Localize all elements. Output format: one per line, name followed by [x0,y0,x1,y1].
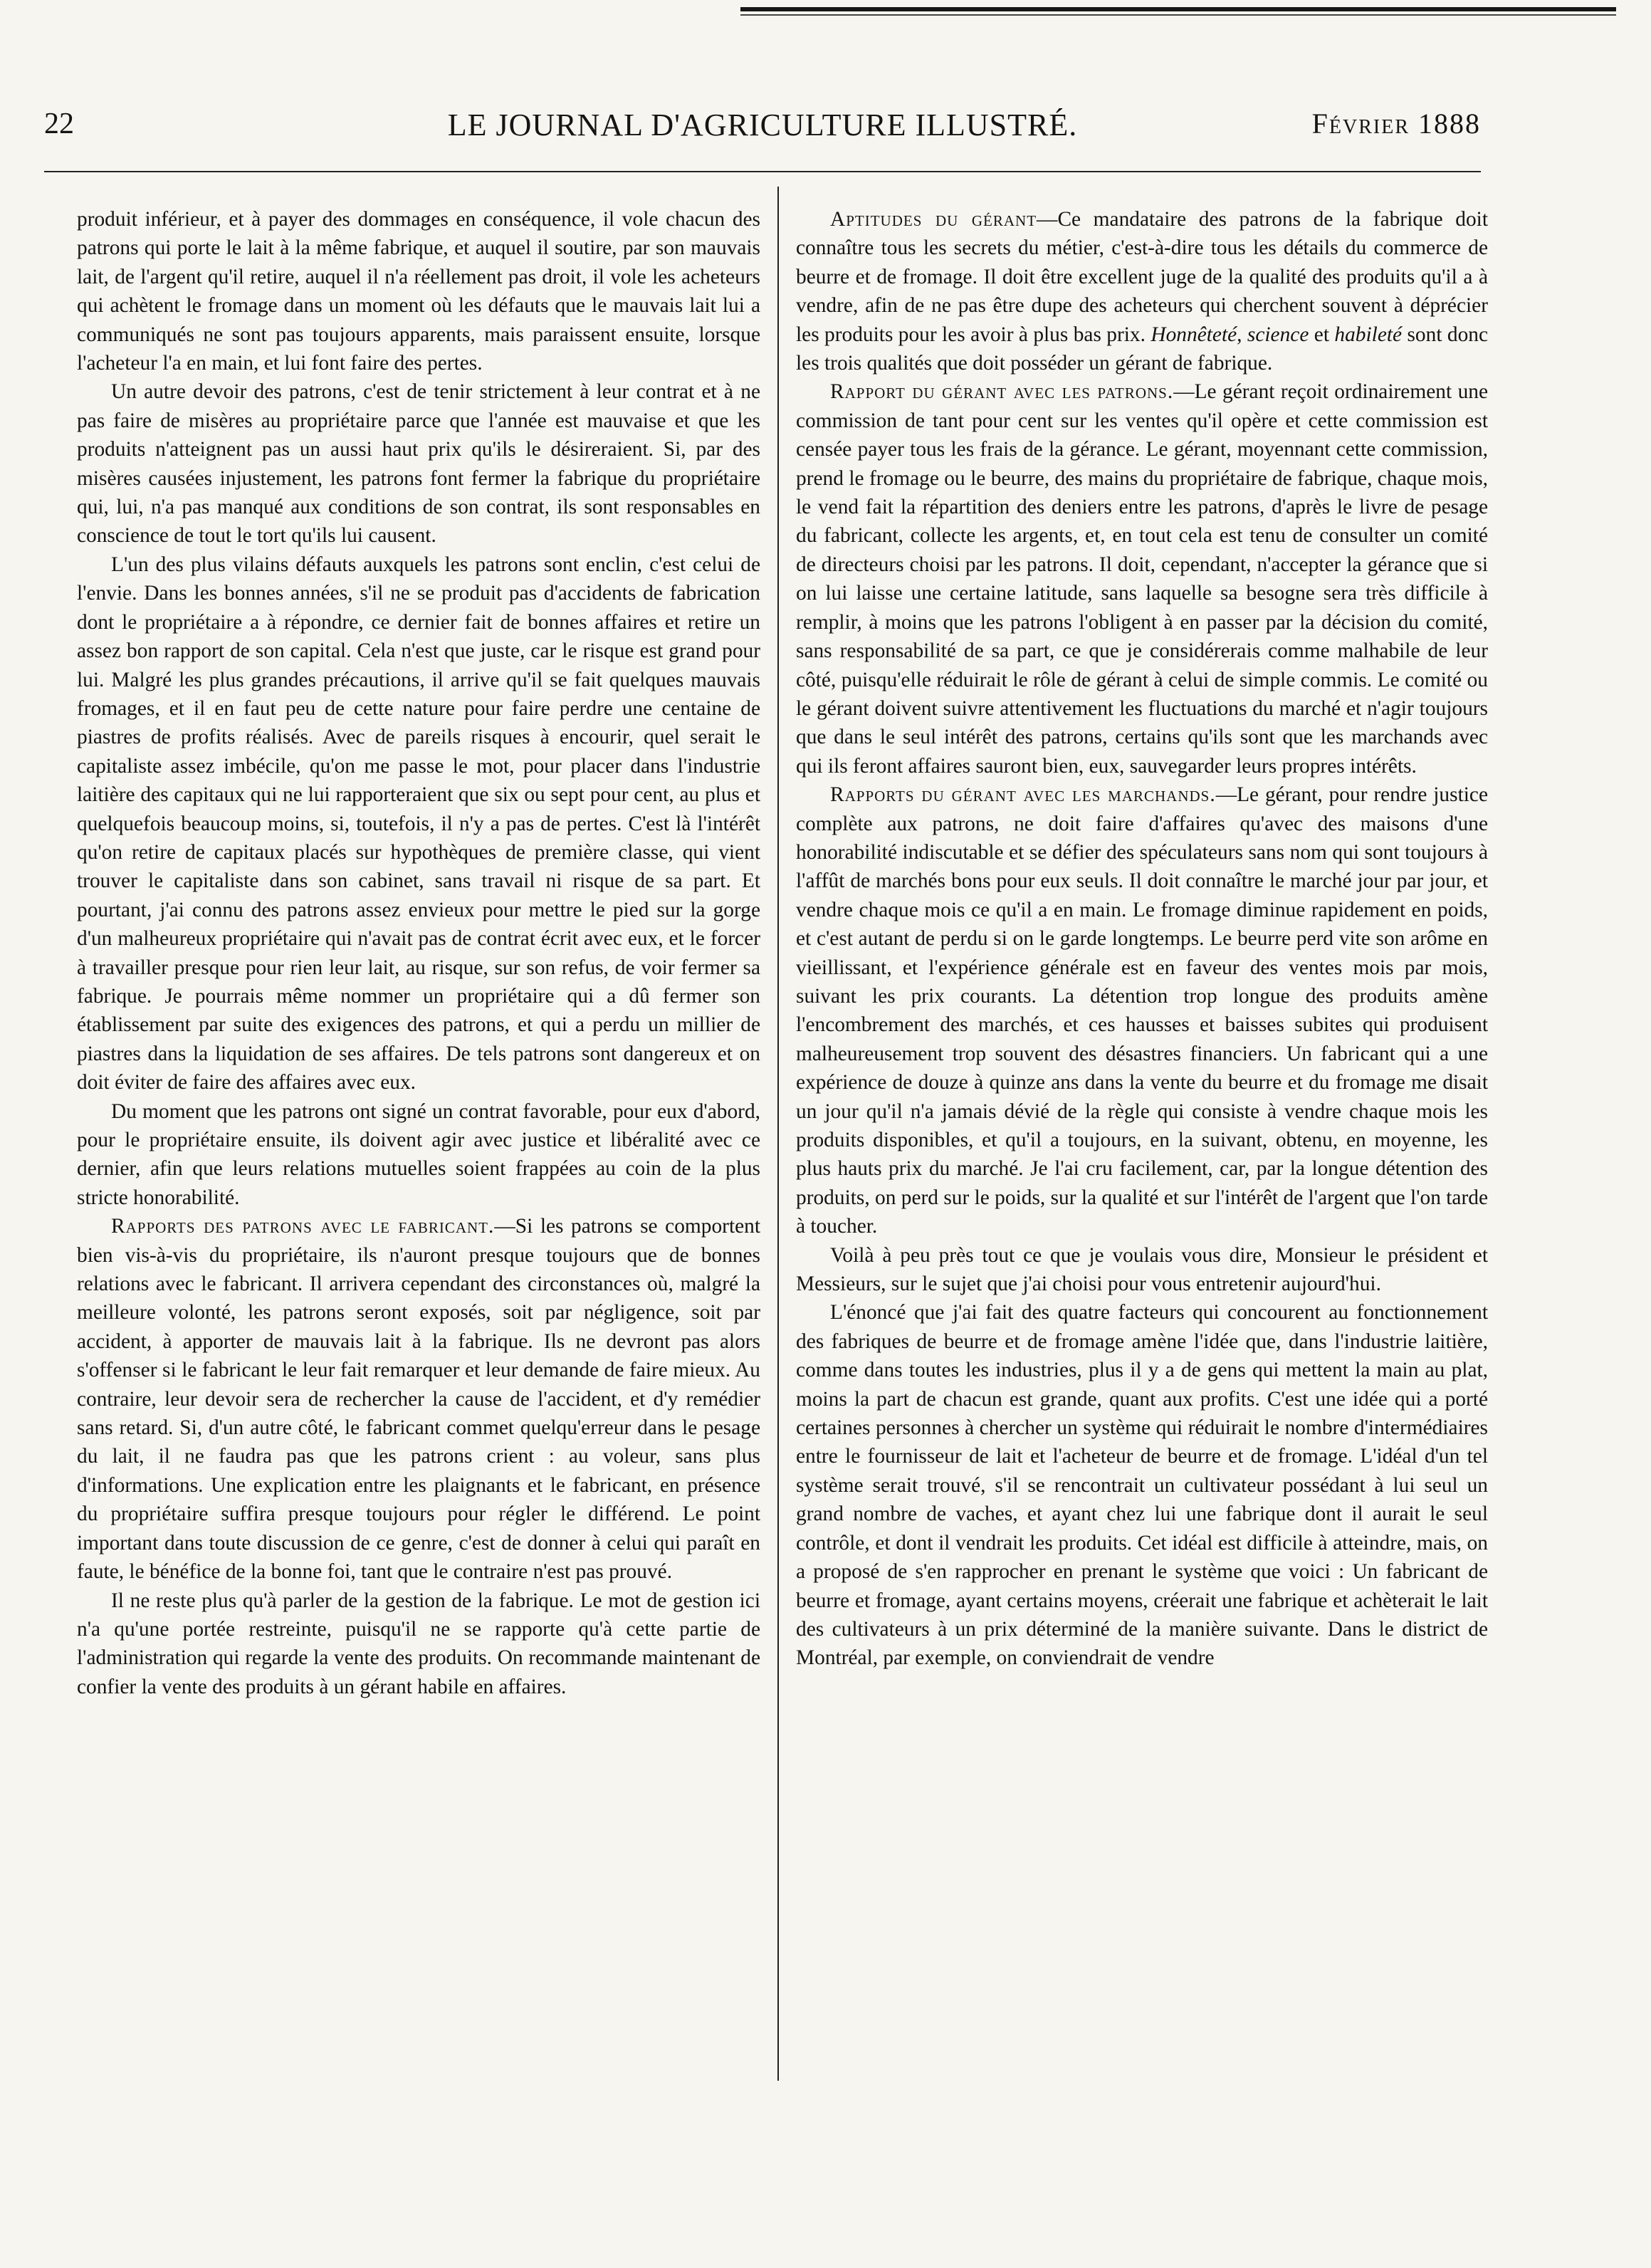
paragraph: Il ne reste plus qu'à parler de la gestion de la fabrique. Le mot de gestion ici n'a qu'une portée restreinte, puisqu'il ne se rapporte qu'à cette partie de l'administration qui regarde la vente des produits. On recommande maintenant de confier la vente des produits à un gérant habile en affaires. [77,1589,760,1698]
top-rule-thin [740,14,1616,16]
paragraph [796,205,1488,377]
page-header [44,107,1481,150]
section-heading: Aptitudes du gérant [830,208,1037,231]
paragraph-text: sont donc les trois qualités que doit posséder un gérant de fabrique. [796,323,1489,375]
section-heading: Rapports du gérant avec les marchands. [830,783,1216,807]
paragraph: L'un des plus vilains défauts auxquels les patrons sont enclin, c'est celui de l'envie. Dans les bonnes années, s'il ne se produit pas d'accidents de fabrication dont le propriétaire a à répondre, ce dernier fait de bonnes affaires et retire un assez bon rapport de son capital. Cela n'est que juste, car le risque est grand pour lui. Malgré les plus grandes précautions, il arrive qu'il se fait quelques mauvais fromages, et il en faut peu de cette nature pour faire perdre une centaine de piastres de profits réalisés. Avec de pareils risques à encourir, quel serait le capitaliste assez imbécile, qu'on me passe le mot, pour placer dans l'industrie laitière des capitaux qui ne lui rapporteraient que six ou sept pour cent, au plus et quelquefois beaucoup moins, si, toutefois, il n'y a pas de pertes. C'est là l'intérêt qu'on retire de capitaux placés sur hypothèques de première classe, qui vient trouver le capitaliste dans son cabinet, sans travail ni risque de sa part. Et pourtant, j'ai connu des patrons assez envieux pour mettre le pied sur la gorge d'un malheureux propriétaire qui n'avait pas de contrat écrit avec eux, et le forcer à travailler presque pour rien leur lait, au risque, sur son refus, de voir fermer sa fabrique. Je pourrais même nommer un propriétaire qui a dû fermer son établissement par suite des exigences des patrons, et qui a perdu un millier de piastres dans la liquidation de ses affaires. De tels patrons sont dangereux et on doit éviter de faire des affaires avec eux. [77,553,760,1094]
issue-date: Février 1888 [1311,108,1481,140]
top-rule [740,7,1616,11]
page-number: 22 [44,108,74,140]
paragraph: produit inférieur, et à payer des dommages en conséquence, il vole chacun des patrons qui porte le lait à la même fabrique, et auquel il soutire, par son mauvais lait, de l'argent qu'il retire, auquel il n'a réellement pas droit, il vole les acheteurs qui achètent le fromage dans un moment où les défauts que le mauvais lait lui a communiqués ne sont pas toujours apparents, mais paraissent ensuite, lorsque l'acheteur l'a en main, et lui font faire des pertes. [77,208,760,375]
paragraph [796,780,1488,1241]
paragraph [77,1212,760,1586]
paragraph [796,377,1488,780]
section-heading: Rapport du gérant avec les patrons. [830,380,1174,404]
journal-title: LE JOURNAL D'AGRICULTURE ILLUSTRÉ. [447,108,1078,142]
paragraph-text: et [1309,323,1335,346]
header-rule [44,171,1481,172]
paragraph-text: —Le gérant, pour rendre justice complète aux patrons, ne doit faire d'affaires qu'avec des maisons d'une honorabilité indiscutable et se défier des spéculateurs sans nom qui sont toujours à l'affût de marchés bons pour eux seuls. Il doit connaître le marché jour par jour, et vendre chaque mois ce qu'il a en main. Le fromage diminue rapidement en poids, et c'est autant de perdu si on le garde longtemps. Le beurre perd vite son arôme en vieillissant, et l'expérience générale est en faveur des ventes mois par mois, suivant les prix courants. La détention trop longue des produits amène l'encombrement des marchés, et ces hausses et baisses subites qui produisent malheureusement trop souvent des désastres financiers. Un fabricant qui a une expérience de douze à quinze ans dans la vente du beurre et du fromage me disait un jour qu'il n'a jamais dévié de la règle qui consiste à vendre chaque mois les produits disponibles, et qu'il a toujours, en la suivant, obtenu, en moyenne, les plus hauts prix du marché. Je l'ai cru facilement, car, par la longue détention des produits, on perd sur le poids, sur la qualité et sur l'intérêt de l'argent que l'on tarde à toucher. [796,783,1488,1238]
paragraph: L'énoncé que j'ai fait des quatre facteurs qui concourent au fonctionnement des fabriques de beurre et de fromage amène l'idée que, dans l'industrie laitière, comme dans toutes les industries, plus il y a de gens qui mettent la main au plat, moins la part de chacun est grande, quant aux profits. C'est une idée qui a porté certaines personnes à chercher un système qui réduirait le nombre d'intermédiaires entre le fournisseur de lait et l'acheteur de beurre et de fromage. L'idéal d'un tel système serait trouvé, s'il se rencontrait un cultivateur possédant à lui seul un grand nombre de vaches, et ayant chez lui une fabrique dont il aurait le seul contrôle, et dont il vendrait les produits. Cet idéal est difficile à atteindre, mais, on a proposé de s'en rapprocher en prenant le système que voici : Un fabricant de beurre et fromage, ayant certains moyens, créerait une fabrique et achèterait le lait des cultivateurs à un prix déterminé de la manière suivante. Dans le district de Montréal, par exemple, on conviendrait de vendre [796,1301,1488,1670]
emphasis: Honnêteté, science [1151,323,1309,346]
section-heading: Rapports des patrons avec le fabricant. [111,1215,495,1238]
left-column [77,205,760,1701]
column-divider [777,187,779,2081]
paragraph-text: —Ce mandataire des patrons de la fabrique doit connaître tous les secrets du métier, c'est-à-dire tous les détails du commerce de beurre et de fromage. Il doit être excellent juge de la qualité des produits qu'il a à vendre, afin de ne pas être dupe des acheteurs qui cherchent souvent à déprécier les produits pour les avoir à plus bas prix. [796,208,1488,346]
paragraph-text: —Le gérant reçoit ordinairement une commission de tant pour cent sur les ventes qu'il opère et cette commission est censée payer tous les frais de la gérance. Le gérant, moyennant cette commission, prend le fromage ou le beurre, des mains du propriétaire de fabrique, chaque mois, le vend fait la répartition des deniers entre les patrons, d'après le livre de pesage du fabricant, collecte les argents, et, en tout cela est tenu de consulter un comité de directeurs choisi par les patrons. Il doit, cependant, n'accepter la gérance que si on lui laisse une certaine latitude, sans laquelle sa besogne sera très difficile à remplir, à moins que les patrons l'obligent à en passer par la décision du comité, sans responsabilité de sa part, ce que je considérerais comme malhabile de leur côté, puisqu'elle réduirait le rôle de gérant à celui de simple commis. Le comité ou le gérant doivent suivre attentivement les fluctuations du marché et n'agir toujours que dans le seul intérêt des patrons, certains qu'ils sont que les marchands avec qui ils feront affaires sauront bien, eux, sauvegarder leurs propres intérêts. [796,380,1488,778]
paragraph: Un autre devoir des patrons, c'est de tenir strictement à leur contrat et à ne pas faire de misères au propriétaire parce que l'année est mauvaise et que les produits n'atteignent pas un aussi haut prix qu'ils le désireraient. Si, par des misères causées injustement, les patrons font fermer la fabrique du propriétaire qui, lui, n'a pas manqué aux conditions de son contrat, ils sont responsables en conscience de tout le tort qu'ils lui causent. [77,380,760,548]
paragraph: Voilà à peu près tout ce que je voulais vous dire, Monsieur le président et Messieurs, sur le sujet que j'ai choisi pour vous entretenir aujourd'hui. [796,1243,1488,1296]
emphasis: habileté [1334,323,1403,346]
right-column [796,205,1488,1673]
paragraph: Du moment que les patrons ont signé un contrat favorable, pour eux d'abord, pour le propriétaire ensuite, ils doivent agir avec justice et libéralité avec ce dernier, afin que leurs relations mutuelles soient frappées au coin de la plus stricte honorabilité. [77,1099,760,1209]
paragraph-text: —Si les patrons se comportent bien vis-à-vis du propriétaire, ils n'auront presque toujours que de bonnes relations avec le fabricant. Il arrivera cependant des circonstances où, malgré la meilleure volonté, les patrons seront exposés, soit par négligence, soit par accident, à apporter de mauvais lait à la fabrique. Ils ne devront pas alors s'offenser si le fabricant le leur fait remarquer et leur demande de faire mieux. Au contraire, leur devoir sera de rechercher la cause de l'accident, et d'y remédier sans retard. Si, d'un autre côté, le fabricant commet quelqu'erreur dans le pesage du lait, il ne faudra pas que les patrons crient : au voleur, sans plus d'informations. Une explication entre les plaignants et le fabricant, en présence du propriétaire suffira presque toujours pour régler le différend. Le point important dans toute discussion de ce genre, c'est de donner à celui qui paraît en faute, le bénéfice de la bonne foi, tant que le contraire n'est pas prouvé. [77,1215,761,1584]
